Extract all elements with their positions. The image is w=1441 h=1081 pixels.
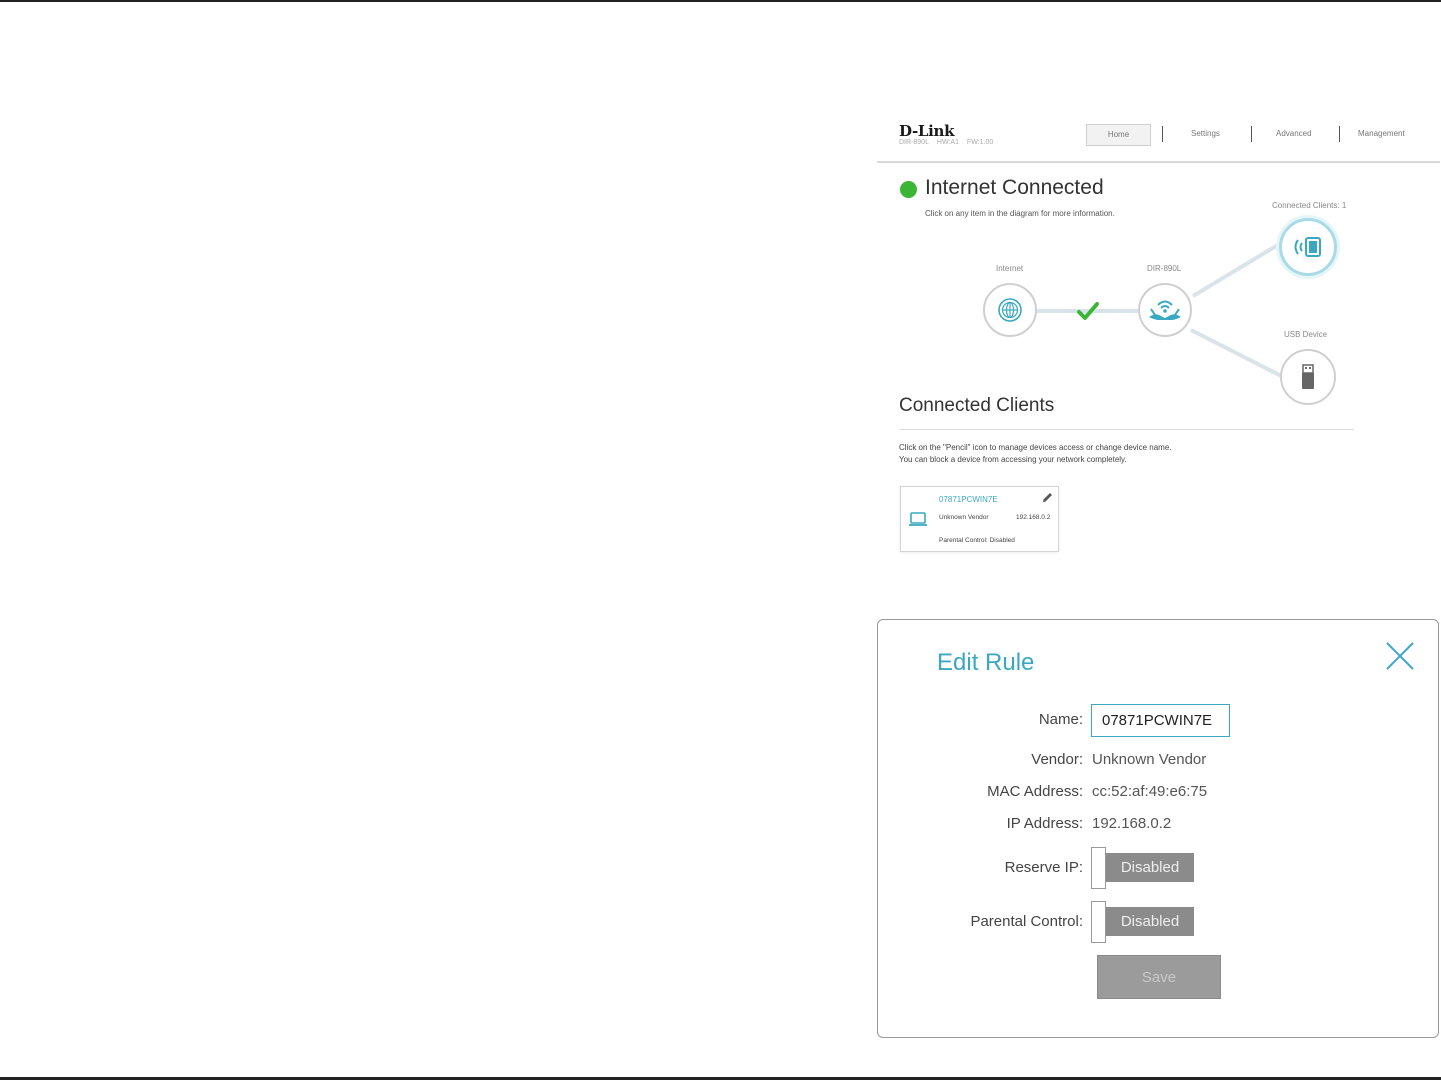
page-bottom-rule	[0, 1077, 1441, 1080]
client-card[interactable]	[900, 486, 1059, 552]
client-parental-status: Parental Control: Disabled	[939, 537, 1015, 544]
usb-device-node[interactable]	[1280, 349, 1336, 405]
checkmark-icon	[1077, 301, 1099, 321]
nav-settings[interactable]: Settings	[1191, 129, 1220, 138]
reserve-ip-toggle[interactable]	[1091, 847, 1195, 889]
toggle-knob	[1091, 847, 1106, 889]
reserve-ip-label: Reserve IP:	[1004, 859, 1083, 876]
fw-version: FW:1.00	[966, 139, 994, 146]
router-label: DIR-890L	[1147, 264, 1182, 273]
internet-label: Internet	[996, 264, 1024, 273]
usb-label: USB Device	[1284, 330, 1328, 339]
clients-hint-line1: Click on the "Pencil" icon to manage devices access or change device name.	[899, 443, 1172, 452]
status-hint: Click on any item in the diagram for more information.	[925, 209, 1115, 218]
client-vendor: Unknown Vendor	[939, 514, 989, 521]
pencil-icon[interactable]	[1041, 491, 1054, 504]
save-button[interactable]: Save	[1097, 955, 1221, 999]
wireless-client-icon	[1291, 235, 1325, 259]
router-node[interactable]	[1138, 283, 1192, 337]
hw-version: HW:A1	[936, 139, 959, 146]
top-header	[877, 112, 1440, 163]
nav-management[interactable]: Management	[1358, 129, 1405, 138]
model-text: DIR-890L	[899, 139, 929, 146]
clients-hint-line2: You can block a device from accessing your network completely.	[899, 455, 1127, 464]
parental-control-toggle[interactable]	[1091, 901, 1195, 943]
nav-advanced[interactable]: Advanced	[1276, 129, 1312, 138]
vendor-label: Vendor:	[1031, 751, 1083, 768]
dialog-title: Edit Rule	[937, 649, 1035, 676]
client-ip: 192.168.0.2	[1016, 514, 1051, 521]
edit-rule-dialog	[877, 619, 1439, 1038]
link-router-usb	[1190, 328, 1284, 379]
router-icon	[1145, 295, 1185, 325]
name-input[interactable]	[1091, 704, 1230, 737]
status-title: Internet Connected	[925, 176, 1104, 199]
status-indicator	[900, 181, 917, 198]
mac-label: MAC Address:	[987, 783, 1083, 800]
home-screenshot	[877, 112, 1440, 562]
nav-home[interactable]: Home	[1086, 124, 1151, 146]
nav-separator	[1339, 126, 1340, 142]
globe-icon	[997, 297, 1023, 323]
vendor-value: Unknown Vendor	[1092, 751, 1207, 768]
link-router-clients	[1192, 240, 1285, 298]
parental-control-label: Parental Control:	[970, 913, 1083, 930]
ip-value: 192.168.0.2	[1092, 815, 1172, 832]
page-top-rule	[0, 0, 1441, 2]
toggle-knob	[1091, 901, 1106, 943]
dlink-logo: D-Link	[899, 122, 955, 140]
device-info	[899, 139, 999, 146]
usb-drive-icon	[1300, 364, 1316, 390]
toggle-state: Disabled	[1106, 853, 1194, 882]
connected-clients-title: Connected Clients	[899, 395, 1055, 416]
name-label: Name:	[1038, 711, 1083, 728]
nav-separator	[1162, 126, 1163, 142]
internet-node[interactable]	[983, 283, 1037, 337]
section-divider	[899, 429, 1354, 430]
nav-separator	[1251, 126, 1252, 142]
mac-value: cc:52:af:49:e6:75	[1092, 783, 1208, 800]
close-icon[interactable]	[1384, 640, 1416, 672]
toggle-state: Disabled	[1106, 907, 1194, 936]
clients-label: Connected Clients: 1	[1272, 201, 1347, 210]
connected-clients-node[interactable]	[1279, 218, 1337, 276]
laptop-icon	[908, 511, 928, 527]
ip-label: IP Address:	[1006, 815, 1083, 832]
client-name: 07871PCWIN7E	[939, 495, 998, 504]
